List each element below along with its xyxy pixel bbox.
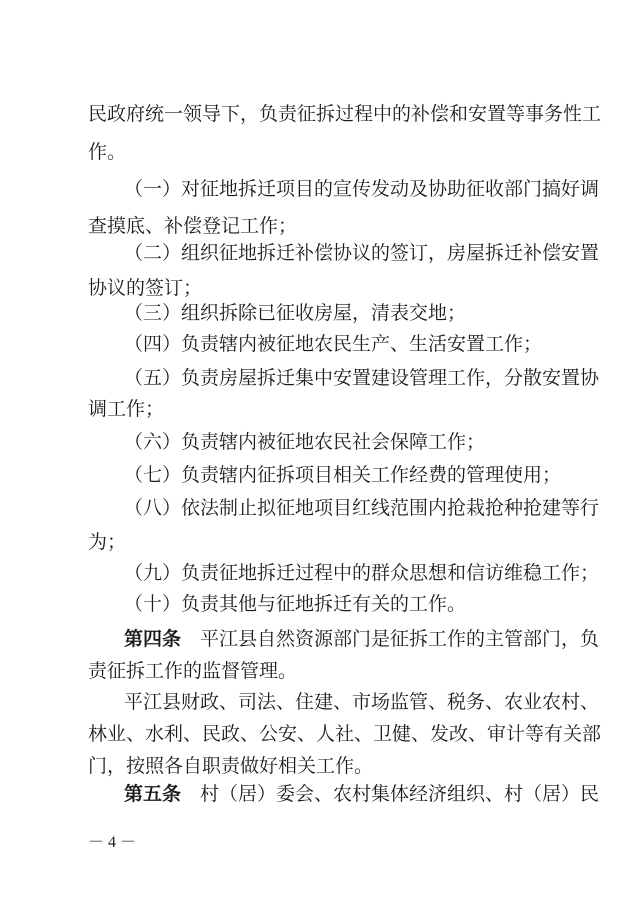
- paragraph-line: 林业、水利、民政、公安、人社、卫健、发改、审计等有关部: [88, 723, 602, 745]
- paragraph-line: 门，按照各自职责做好相关工作。: [88, 755, 374, 777]
- list-item-2-line-1: （二）组织征地拆迁补偿协议的签订，房屋拆迁补偿安置: [124, 242, 600, 264]
- list-item-6: （六）负责辖内被征地农民社会保障工作；: [124, 431, 486, 453]
- article-5-line-1: [124, 782, 600, 806]
- list-item-8-line-1: （八）依法制止拟征地项目红线范围内抢栽抢种抢建等行: [124, 497, 600, 519]
- article-5-label: 第五条: [124, 783, 182, 805]
- article-5-text: 村（居）委会、农村集体经济组织、村（居）民: [200, 783, 600, 805]
- list-item-9: （九）负责征地拆迁过程中的群众思想和信访维稳工作；: [124, 562, 600, 584]
- article-4-line-2: 责征拆工作的监督管理。: [88, 660, 298, 682]
- list-item-1-line-1: （一）对征地拆迁项目的宣传发动及协助征收部门搞好调: [124, 178, 600, 200]
- list-item-3: （三）组织拆除已征收房屋，清表交地；: [124, 302, 467, 324]
- list-item-5-line-1: （五）负责房屋拆迁集中安置建设管理工作，分散安置协: [124, 367, 600, 389]
- article-4-text: 平江县自然资源部门是征拆工作的主管部门，负: [200, 628, 600, 650]
- paragraph-line: 民政府统一领导下，负责征拆过程中的补偿和安置等事务性工: [88, 103, 602, 125]
- paragraph-line: 平江县财政、司法、住建、市场监管、税务、农业农村、: [124, 691, 600, 713]
- list-item-7: （七）负责辖内征拆项目相关工作经费的管理使用；: [124, 464, 562, 486]
- page-number: － 4 －: [88, 834, 137, 851]
- list-item-4: （四）负责辖内被征地农民生产、生活安置工作；: [124, 333, 543, 355]
- article-4-label: 第四条: [124, 628, 182, 650]
- list-item-10: （十）负责其他与征地拆迁有关的工作。: [124, 593, 467, 615]
- list-item-2-line-2: 协议的签订；: [88, 277, 203, 299]
- paragraph-line: 作。: [88, 141, 127, 163]
- list-item-5-line-2: 调工作；: [88, 398, 165, 420]
- article-4-line-1: [124, 627, 600, 651]
- list-item-8-line-2: 为；: [88, 531, 127, 553]
- list-item-1-line-2: 查摸底、补偿登记工作；: [88, 215, 298, 237]
